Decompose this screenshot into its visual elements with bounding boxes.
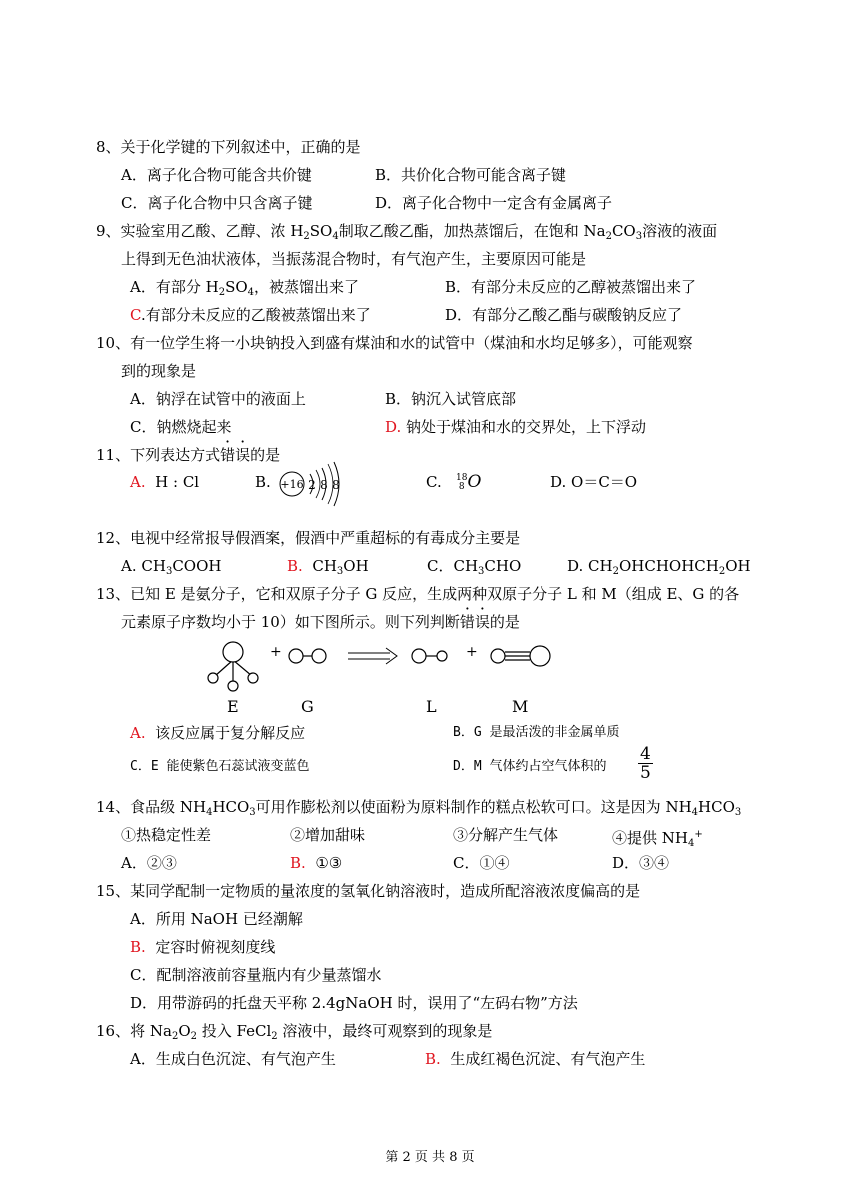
q11-option-b-letter: B. <box>255 473 271 491</box>
q10-option-b: B．钠沉入试管底部 <box>385 390 517 408</box>
q10-option-c: C．钠燃烧起来 <box>130 418 232 436</box>
q12-option-d: D. $CH_2OHCHOHCH_2OH$ <box>567 557 751 577</box>
q9-option-d: D．有部分乙酸乙酯与碳酸钠反应了 <box>445 306 683 324</box>
q9-stem-line2: 上得到无色油状液体，当振荡混合物时，有气泡产生，主要原因可能是 <box>121 250 587 268</box>
q10-stem-line1: 10、有一位学生将一小块钠投入到盛有煤油和水的试管中（煤油和水均足够多），可能观察 <box>96 334 693 352</box>
plus-sign-1: + <box>270 644 282 660</box>
q8-option-a: A．离子化合物可能含共价键 <box>121 166 312 184</box>
fraction-four-fifths: $\frac{4}{5}$ <box>640 744 651 783</box>
q14-stem: 14、食品级 $NH_4HCO_3$可用作膨松剂以使面粉为原料制作的糕点松软可口。这是因为 $NH_4HCO_3$ <box>96 798 742 818</box>
label-l: L <box>426 697 437 716</box>
q14-option-a: A．②③ <box>121 854 177 872</box>
q14-statement-4: ④提供 $NH_4^+$ <box>612 829 703 849</box>
q11-option-a: A. H : Cl <box>130 473 200 491</box>
q10-option-a: A．钠浮在试管中的液面上 <box>130 390 306 408</box>
q12-option-a: A. $CH_3COOH$ <box>121 557 222 577</box>
q9-option-c: C.有部分未反应的乙酸被蒸馏出来了 <box>130 306 371 324</box>
q15-option-a: A．所用 NaOH 已经潮解 <box>130 910 303 928</box>
q14-statement-1: ①热稳定性差 <box>121 826 212 844</box>
q12-option-b: B. $CH_3OH$ <box>287 557 369 577</box>
q11-option-d: D. O＝C＝O <box>550 473 638 491</box>
q10-option-d: D. 钠处于煤油和水的交界处，上下浮动 <box>385 418 647 436</box>
nucleus-charge: +16 <box>280 478 304 491</box>
page-footer: 第 2 页 共 8 页 <box>385 1150 475 1165</box>
q14-option-d: D．③④ <box>612 854 670 872</box>
q10-stem-line2: 到的现象是 <box>121 362 197 380</box>
q13-option-c: C．E 能使紫色石蕊试液变蓝色 <box>130 759 310 774</box>
molecule-g <box>289 649 326 663</box>
q12-stem: 12、电视中经常报导假酒案，假酒中严重超标的有毒成分主要是 <box>96 529 521 547</box>
q12-option-c: C．$CH_3CHO$ <box>427 557 522 577</box>
atom-structure-diagram <box>276 452 356 502</box>
reaction-arrow-icon <box>348 648 397 664</box>
q15-stem: 15、某同学配制一定物质的量浓度的氢氧化钠溶液时，造成所配溶液浓度偏高的是 <box>96 882 641 900</box>
plus-sign-2: + <box>466 644 478 660</box>
molecule-m <box>491 646 550 666</box>
q13-option-a: A. 该反应属于复分解反应 <box>130 724 306 742</box>
q15-option-b: B. 定容时俯视刻度线 <box>130 938 276 956</box>
reaction-diagram <box>200 636 580 696</box>
q9-option-b: B．有部分未反应的乙醇被蒸馏出来了 <box>445 278 697 296</box>
q9-option-a: A．有部分 $H_2SO_4$，被蒸馏出来了 <box>130 278 360 298</box>
q8-option-d: D．离子化合物中一定含有金属离子 <box>375 194 613 212</box>
q13-option-d: D．M 气体约占空气体积的 <box>453 759 607 774</box>
q16-option-a: A．生成白色沉淀、有气泡产生 <box>130 1050 336 1068</box>
q14-statement-3: ③分解产生气体 <box>453 826 559 844</box>
shell-electrons-2: 8 <box>320 478 328 492</box>
q11-option-c: C. 18 8 O <box>426 472 482 492</box>
label-m: M <box>512 697 529 716</box>
q8-option-c: C．离子化合物中只含离子键 <box>121 194 313 212</box>
isotope-mass-number: 18 <box>456 473 468 483</box>
q14-statement-2: ②增加甜味 <box>290 826 366 844</box>
q11-stem: 11、下列表达方式错误的是 <box>96 446 281 464</box>
molecule-l <box>412 649 447 663</box>
q16-stem: 16、将 $Na_2O_2$ 投入 FeCl$_2$ 溶液中，最终可观察到的现象是 <box>96 1022 493 1042</box>
q15-option-c: C．配制溶液前容量瓶内有少量蒸馏水 <box>130 966 382 984</box>
molecule-e <box>208 642 258 691</box>
isotope-atomic-number: 8 <box>458 482 465 492</box>
q13-stem-line1: 13、已知 E 是氨分子，它和双原子分子 G 反应，生成两种双原子分子 L 和 M（组成 E、G 的各 <box>96 585 740 603</box>
shell-electrons-3: 8 <box>332 478 340 492</box>
q8-option-b: B．共价化合物可能含离子键 <box>375 166 567 184</box>
q13-stem-line2: 元素原子序数均小于 10）如下图所示。则下列判断错误的是 <box>121 613 520 631</box>
label-g: G <box>301 697 314 716</box>
isotope-symbol: O <box>467 472 482 492</box>
shell-electrons-1: 2 <box>308 478 316 492</box>
label-e: E <box>227 697 239 716</box>
q14-option-c: C．①④ <box>453 854 510 872</box>
q8-stem: 8、关于化学键的下列叙述中，正确的是 <box>96 138 361 156</box>
q15-option-d: D．用带游码的托盘天平称 2.4gNaOH 时，误用了“左码右物”方法 <box>130 994 578 1012</box>
q16-option-b: B. 生成红褐色沉淀、有气泡产生 <box>425 1050 646 1068</box>
q14-option-b: B. ①③ <box>290 854 343 872</box>
q13-option-b: B．G 是最活泼的非金属单质 <box>453 725 620 740</box>
q9-stem-line1: 9、实验室用乙酸、乙醇、浓 $H_2SO_4$制取乙酸乙酯，加热蒸馏后，在饱和 $Na_2CO_3$溶液的液面 <box>96 222 718 242</box>
